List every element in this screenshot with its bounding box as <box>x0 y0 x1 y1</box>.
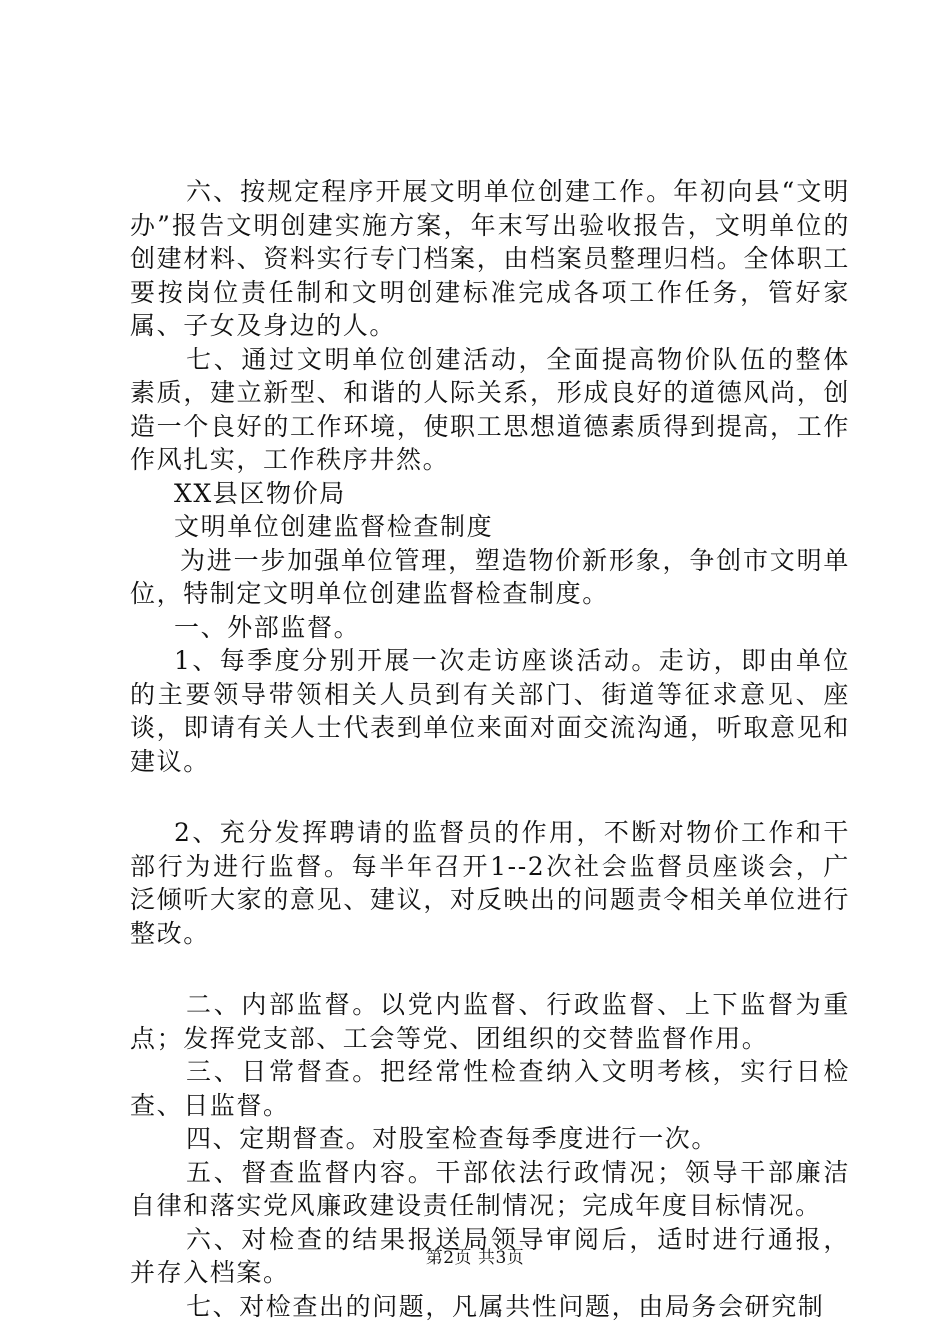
intro-paragraph: 为进一步加强单位管理，塑造物价新形象，争创市文明单位，特制定文明单位创建监督检查制度。 <box>130 545 850 608</box>
paragraph-supervisors: 2、充分发挥聘请的监督员的作用，不断对物价工作和干部行为进行监督。每半年召开1--2次社会监督员座谈会，广泛倾听大家的意见、建议，对反映出的问题责令相关单位进行整改。 <box>130 818 850 948</box>
paragraph-item-7-goals: 七、通过文明单位创建活动，全面提高物价队伍的整体素质，建立新型、和谐的人际关系，形成良好的道德风尚，创造一个良好的工作环境，使职工思想道德素质得到提高，工作作风扎实，工作秩序井然。 <box>130 344 850 474</box>
paragraph-inspection-content: 五、督查监督内容。干部依法行政情况；领导干部廉洁自律和落实党风廉政建设责任制情况；完成年度目标情况。 <box>130 1157 850 1220</box>
paragraph-periodic-inspection: 四、定期督查。对股室检查每季度进行一次。 <box>186 1124 719 1153</box>
paragraph-reporting: 六、对检查的结果报送局领导审阅后，适时进行通报，并存入档案。 <box>130 1224 850 1287</box>
paragraph-visits: 1、每季度分别开展一次走访座谈活动。走访，即由单位的主要领导带领相关人员到有关部门、街道等征求意见、座谈，即请有关人士代表到单位来面对面交流沟通，听取意见和建议。 <box>130 646 850 776</box>
page-number-footer: 第2页 共3页 <box>425 1248 525 1268</box>
document-body <box>130 175 850 1323</box>
paragraph-problems: 七、对检查出的问题，凡属共性问题，由局务会研究制 <box>186 1291 825 1321</box>
section-title: 文明单位创建监督检查制度 <box>174 512 494 541</box>
organization-name: XX县区物价局 <box>174 478 346 508</box>
paragraph-daily-inspection: 三、日常督查。把经常性检查纳入文明考核，实行日检查、日监督。 <box>130 1057 850 1120</box>
paragraph-internal-supervision: 二、内部监督。以党内监督、行政监督、上下监督为重点；发挥党支部、工会等党、团组织的交替监督作用。 <box>130 990 850 1053</box>
paragraph-item-6-procedure: 六、按规定程序开展文明单位创建工作。年初向县“文明办”报告文明创建实施方案，年末写出验收报告，文明单位的创建材料、资料实行专门档案，由档案员整理归档。全体职工要按岗位责任制和文明创建标准完成各项工作任务，管好家属、子女及身边的人。 <box>130 177 850 340</box>
heading-external-supervision: 一、外部监督。 <box>174 612 361 642</box>
